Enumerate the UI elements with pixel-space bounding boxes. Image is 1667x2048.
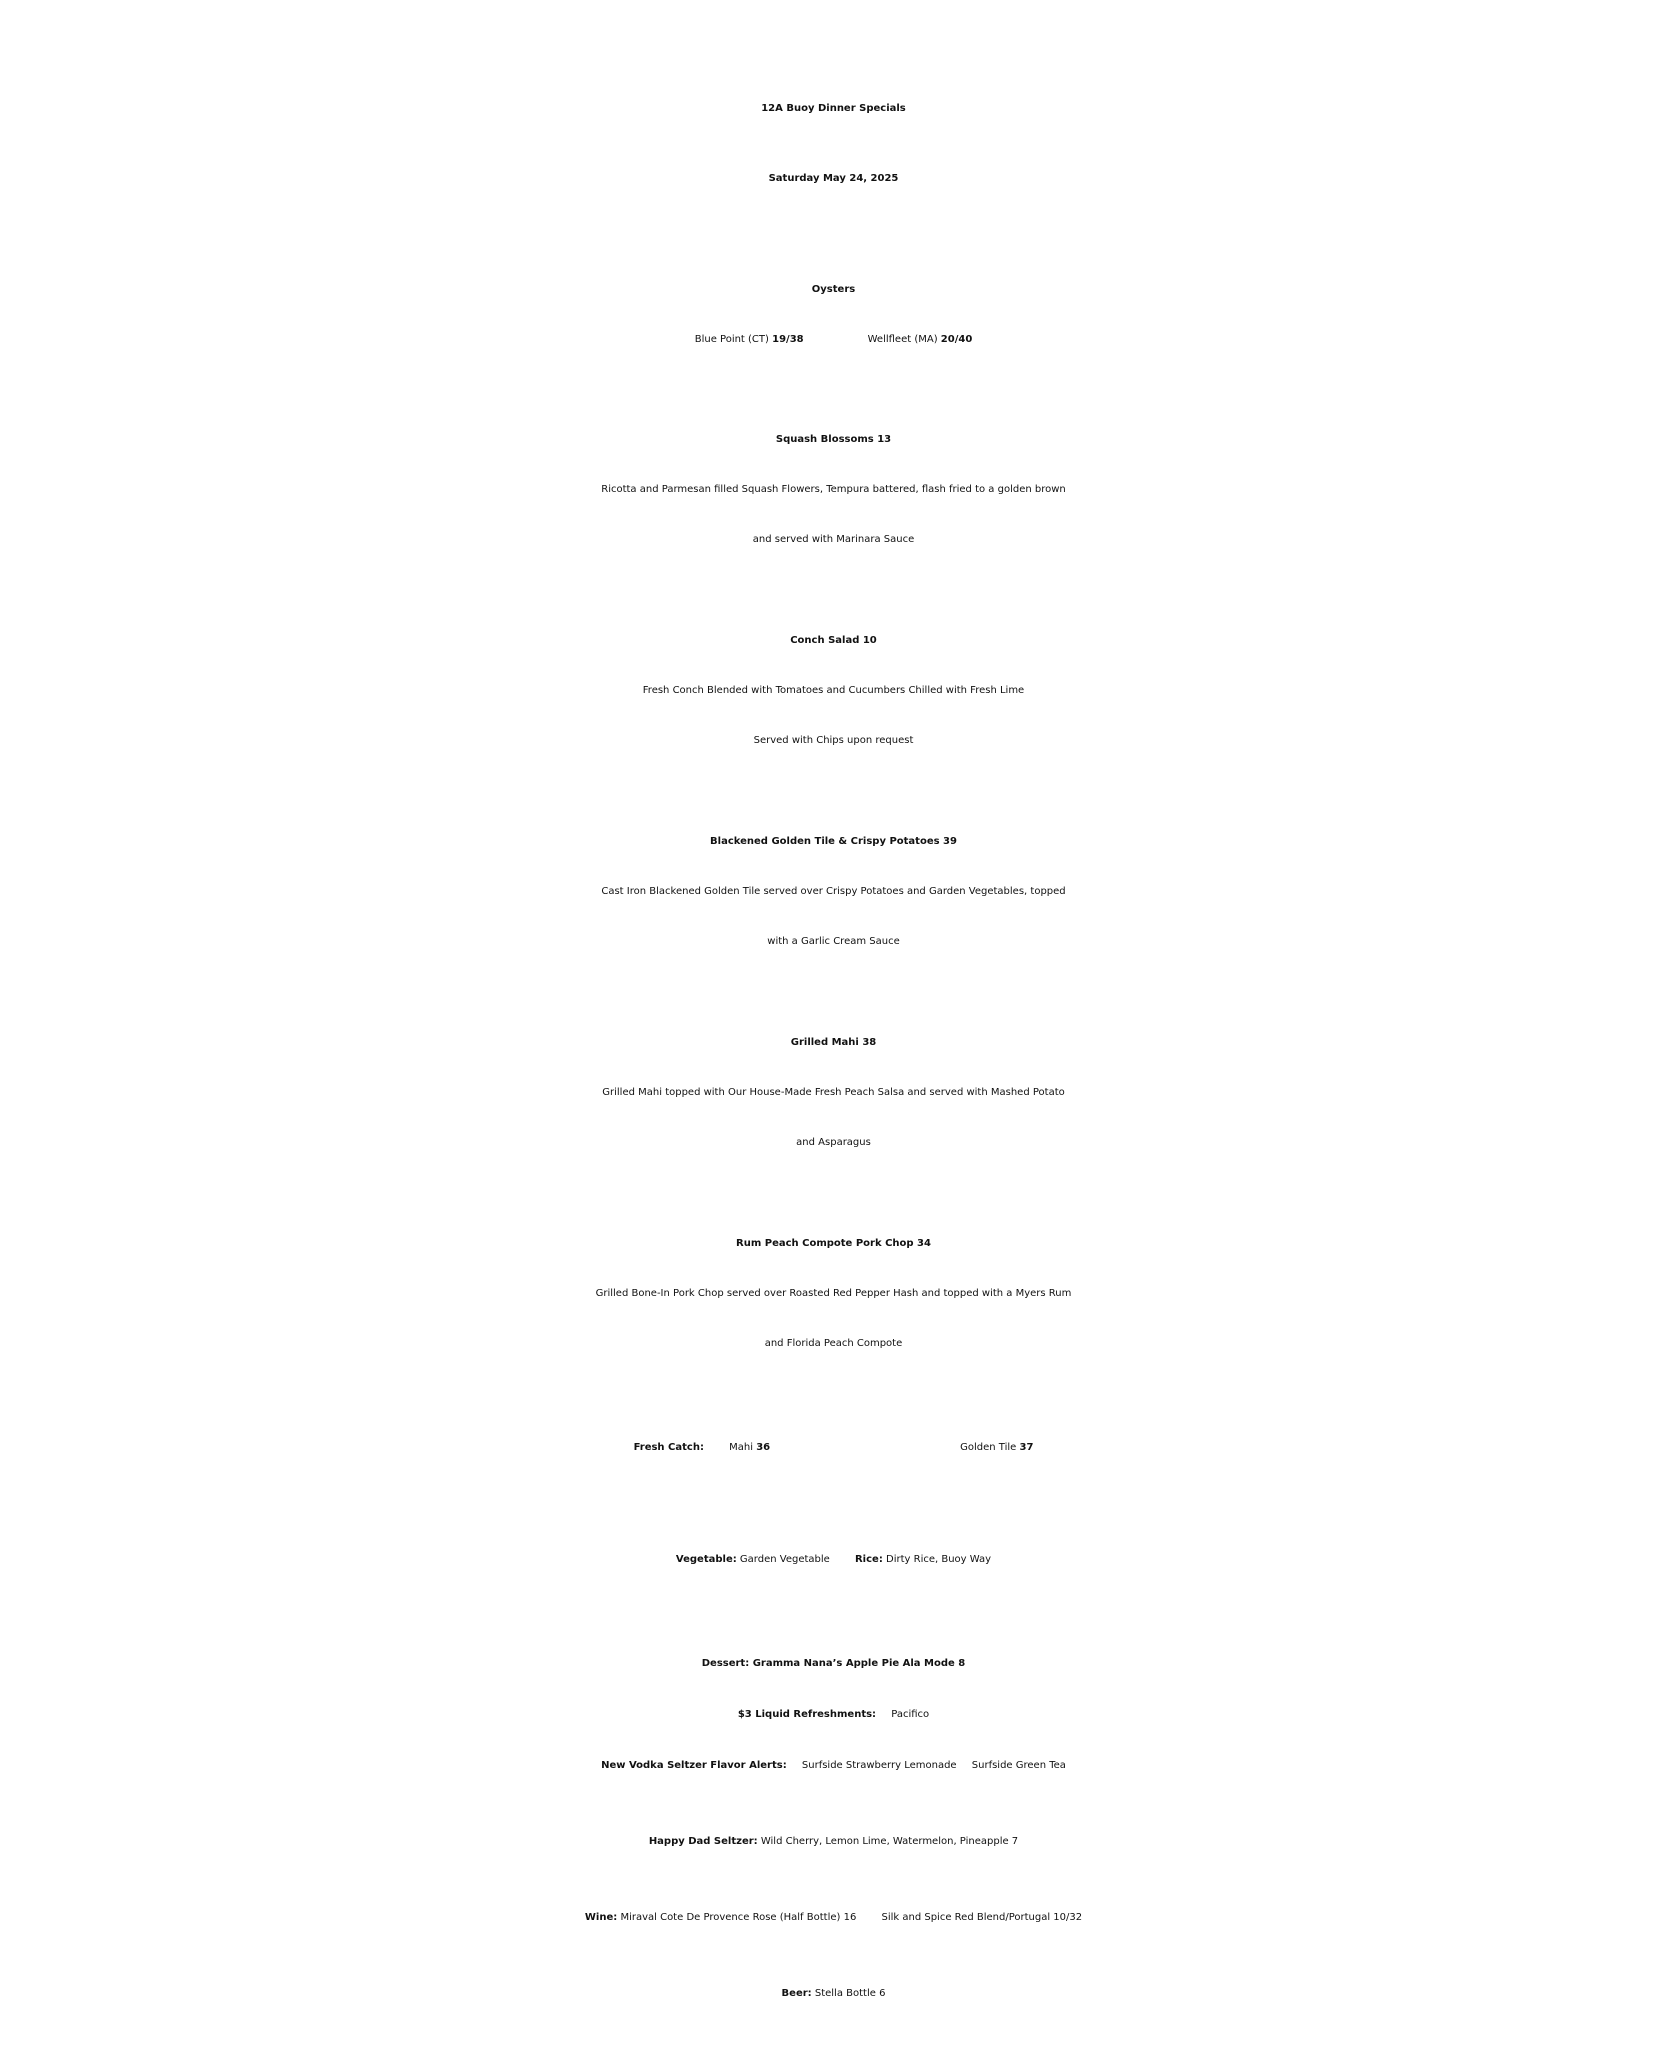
- happy-dad-label: Happy Dad Seltzer:: [648, 1836, 758, 1847]
- rice-value: Dirty Rice, Buoy Way: [886, 1554, 992, 1565]
- dessert-line: Dessert: Gramma Nana’s Apple Pie Ala Mode 8: [701, 1658, 966, 1669]
- special-title: Rum Peach Compote Pork Chop 34: [736, 1238, 931, 1249]
- oysters-heading: Oysters: [811, 284, 856, 295]
- catch-price: 37: [1019, 1442, 1034, 1453]
- oysters-line: [0, 315, 1667, 365]
- liquid-refreshments-line: [0, 1690, 1667, 1740]
- seltzer-flavor-line: [0, 1741, 1667, 1791]
- happy-dad-line: [0, 1817, 1667, 1867]
- liquid-label: $3 Liquid Refreshments:: [737, 1709, 877, 1720]
- rice-label: Rice:: [854, 1554, 883, 1565]
- liquid-value: Pacifico: [891, 1709, 930, 1720]
- special-title: Conch Salad 10: [790, 635, 877, 646]
- seltzer-label: New Vodka Seltzer Flavor Alerts:: [601, 1760, 787, 1771]
- vegetable-value: Garden Vegetable: [739, 1554, 830, 1565]
- fresh-catch-line: [0, 1420, 1667, 1476]
- wine-value: Silk and Spice Red Blend/Portugal 10/32: [881, 1912, 1083, 1923]
- special-description: and Florida Peach Compote: [764, 1338, 903, 1349]
- special-description: Grilled Bone-In Pork Chop served over Roasted Red Pepper Hash and topped with a Myers Rum: [595, 1288, 1072, 1299]
- oyster-price: 20/40: [940, 334, 973, 345]
- seltzer-value: Surfside Strawberry Lemonade: [801, 1760, 957, 1771]
- catch-name: Golden Tile: [960, 1442, 1017, 1453]
- happy-dad-value: Wild Cherry, Lemon Lime, Watermelon, Pineapple 7: [760, 1836, 1019, 1847]
- oyster-name: Wellfleet (MA): [867, 334, 938, 345]
- catch-price: 36: [756, 1442, 771, 1453]
- wine-value: Miraval Cote De Provence Rose (Half Bottle) 16: [620, 1912, 857, 1923]
- special-title: Squash Blossoms 13: [775, 434, 892, 445]
- beer-line: [0, 1969, 1667, 2019]
- beer-value: Stella Bottle 6: [814, 1988, 886, 1999]
- sides-line: [0, 1535, 1667, 1585]
- page-date: Saturday May 24, 2025: [768, 173, 899, 184]
- wine-line: [0, 1893, 1667, 1943]
- oyster-price: 19/38: [772, 334, 804, 345]
- seltzer-value: Surfside Green Tea: [971, 1760, 1066, 1771]
- page-title: 12A Buoy Dinner Specials: [761, 103, 906, 114]
- special-description: with a Garlic Cream Sauce: [767, 936, 900, 947]
- special-description: Fresh Conch Blended with Tomatoes and Cucumbers Chilled with Fresh Lime: [642, 685, 1025, 696]
- special-title: Blackened Golden Tile & Crispy Potatoes 39: [710, 836, 957, 847]
- special-description: and Asparagus: [796, 1137, 871, 1148]
- catch-name: Mahi: [729, 1442, 754, 1453]
- special-description: Ricotta and Parmesan filled Squash Flowers, Tempura battered, flash fried to a golden brown: [601, 484, 1066, 495]
- wine-label: Wine:: [584, 1912, 618, 1923]
- special-description: Served with Chips upon request: [753, 735, 914, 746]
- beer-label: Beer:: [781, 1988, 812, 1999]
- fresh-catch-label: Fresh Catch:: [633, 1442, 704, 1453]
- vegetable-label: Vegetable:: [675, 1554, 737, 1565]
- special-title: Grilled Mahi 38: [790, 1037, 877, 1048]
- special-description: Cast Iron Blackened Golden Tile served over Crispy Potatoes and Garden Vegetables, topped: [601, 886, 1066, 897]
- special-description: Grilled Mahi topped with Our House-Made Fresh Peach Salsa and served with Mashed Potato: [602, 1087, 1065, 1098]
- special-description: and served with Marinara Sauce: [752, 534, 915, 545]
- oyster-name: Blue Point (CT): [694, 334, 769, 345]
